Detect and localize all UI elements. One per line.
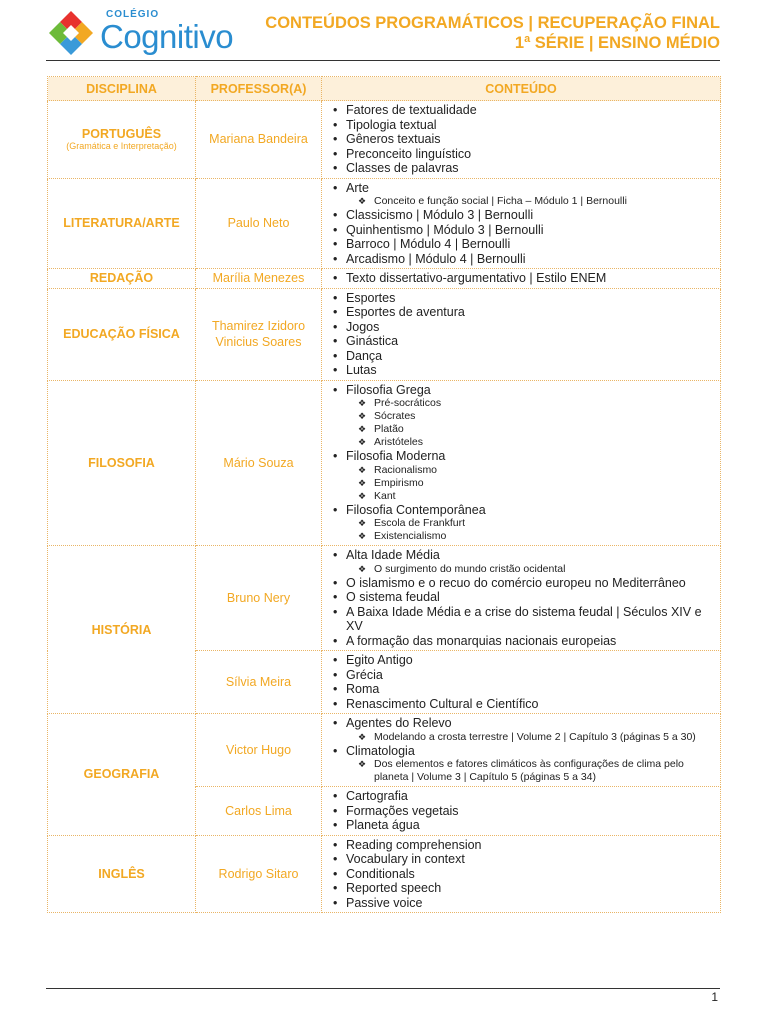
professor-cell: Paulo Neto [196,178,322,269]
content-item: • Gêneros textuais [332,132,714,147]
content-item: • Reading comprehension [332,838,714,853]
content-list [332,103,714,176]
table-row [48,178,721,269]
professor-cell: Mário Souza [196,380,322,546]
content-list [332,181,714,267]
content-item: • Classes de palavras [332,161,714,176]
logo-diamond-icon [46,8,96,58]
content-item: • Egito Antigo [332,653,714,668]
content-item: • Esportes de aventura [332,305,714,320]
professor-cell: Bruno Nery [196,546,322,651]
discipline-cell: REDAÇÃO [48,269,196,289]
discipline-cell: LITERATURA/ARTE [48,178,196,269]
content-item: • Fatores de textualidade [332,103,714,118]
table-row [48,101,721,179]
content-subitem: ❖ Platão [332,423,714,436]
professor-cell: Victor Hugo [196,714,322,787]
professor-name: Thamirez Izidoro [211,319,306,333]
professor-cell: Marília Menezes [196,269,322,289]
header-conteudo: CONTEÚDO [322,77,721,101]
content-list [332,653,714,711]
discipline-cell: EDUCAÇÃO FÍSICA [48,288,196,380]
content-item: • Passive voice [332,896,714,911]
table-row [48,546,721,651]
content-item: • Reported speech [332,881,714,896]
content-subitem: ❖ Aristóteles [332,436,714,449]
content-cell [322,835,721,913]
content-cell [322,787,721,836]
content-subitem: ❖ Conceito e função social | Ficha – Módulo 1 | Bernoulli [332,195,714,208]
content-item: • Renascimento Cultural e Científico [332,697,714,712]
page-header [0,0,768,62]
table-row [48,835,721,913]
content-cell [322,178,721,269]
content-subitem: ❖ Sócrates [332,410,714,423]
content-item: • Tipologia textual [332,118,714,133]
header-divider [46,60,720,61]
content-item: • Arte [332,181,714,196]
content-item: • Climatologia [332,744,714,759]
content-list [332,548,714,648]
discipline-cell: GEOGRAFIA [48,714,196,836]
professor-cell: Carlos Lima [196,787,322,836]
content-item: • Cartografia [332,789,714,804]
content-item: • O sistema feudal [332,590,714,605]
header-disciplina: DISCIPLINA [48,77,196,101]
content-list [332,789,714,833]
content-item: • Classicismo | Módulo 3 | Bernoulli [332,208,714,223]
content-list [332,271,714,286]
professor-cell: Sílvia Meira [196,651,322,714]
table-row [48,380,721,546]
content-item: • Grécia [332,668,714,683]
content-subitem: ❖ Racionalismo [332,464,714,477]
content-item: • Preconceito linguístico [332,147,714,162]
content-item: • Ginástica [332,334,714,349]
discipline-cell [48,101,196,179]
content-item: • Quinhentismo | Módulo 3 | Bernoulli [332,223,714,238]
content-cell [322,380,721,546]
content-cell [322,651,721,714]
table-row [48,288,721,380]
content-cell [322,288,721,380]
content-subitem: ❖ O surgimento do mundo cristão ocidental [332,563,714,576]
content-item: • A formação das monarquias nacionais europeias [332,634,714,649]
page-title [265,13,720,53]
content-subitem: ❖ Escola de Frankfurt [332,517,714,530]
content-cell [322,546,721,651]
content-item: • Jogos [332,320,714,335]
discipline-subtitle: (Gramática e Interpretação) [66,141,177,152]
content-item: • Roma [332,682,714,697]
professor-cell: Rodrigo Sitaro [196,835,322,913]
content-cell [322,101,721,179]
discipline-cell: HISTÓRIA [48,546,196,714]
content-subitem: ❖ Dos elementos e fatores climáticos às configurações de clima pelo planeta | Volume 3 | Capítulo 5 (páginas 5 a 34) [332,758,714,784]
content-item: • Filosofia Contemporânea [332,503,714,518]
content-item: • Conditionals [332,867,714,882]
professor-cell [196,288,322,380]
professor-cell: Mariana Bandeira [196,101,322,179]
content-cell [322,269,721,289]
content-item: • Alta Idade Média [332,548,714,563]
school-logo [46,8,236,58]
content-item: • Filosofia Grega [332,383,714,398]
logo-small-text: COLÉGIO [106,9,160,20]
content-list [332,838,714,911]
page-number: 1 [711,990,718,1004]
content-subitem: ❖ Pré-socráticos [332,397,714,410]
content-item: • A Baixa Idade Média e a crise do sistema feudal | Séculos XIV e XV [332,605,714,634]
table-header-row [48,77,721,101]
content-item: • Filosofia Moderna [332,449,714,464]
content-list [332,291,714,378]
content-list [332,383,714,544]
content-subitem: ❖ Existencialismo [332,530,714,543]
content-cell [322,714,721,787]
logo-name: Cognitivo [100,18,234,55]
content-item: • Esportes [332,291,714,306]
content-list [332,716,714,784]
content-item: • O islamismo e o recuo do comércio europeu no Mediterrâneo [332,576,714,591]
discipline-name: PORTUGUÊS [81,127,162,142]
content-item: • Barroco | Módulo 4 | Bernoulli [332,237,714,252]
content-item: • Planeta água [332,818,714,833]
table-row [48,269,721,289]
content-subitem: ❖ Kant [332,490,714,503]
content-subitem: ❖ Empirismo [332,477,714,490]
header-professor: PROFESSOR(A) [196,77,322,101]
content-table [47,76,721,913]
title-line-1: CONTEÚDOS PROGRAMÁTICOS | RECUPERAÇÃO FINAL [265,14,720,32]
title-line-2: 1ª SÉRIE | ENSINO MÉDIO [514,34,720,52]
content-item: • Lutas [332,363,714,378]
content-item: • Formações vegetais [332,804,714,819]
discipline-cell: INGLÊS [48,835,196,913]
content-subitem: ❖ Modelando a crosta terrestre | Volume 2 | Capítulo 3 (páginas 5 a 30) [332,731,714,744]
discipline-cell: FILOSOFIA [48,380,196,546]
content-item: • Agentes do Relevo [332,716,714,731]
content-item: • Dança [332,349,714,364]
professor-name-2: Vinicius Soares [215,335,302,349]
table-row [48,714,721,787]
content-item: • Vocabulary in context [332,852,714,867]
footer-divider [46,988,720,989]
content-item: • Texto dissertativo-argumentativo | Estilo ENEM [332,271,714,286]
content-item: • Arcadismo | Módulo 4 | Bernoulli [332,252,714,267]
